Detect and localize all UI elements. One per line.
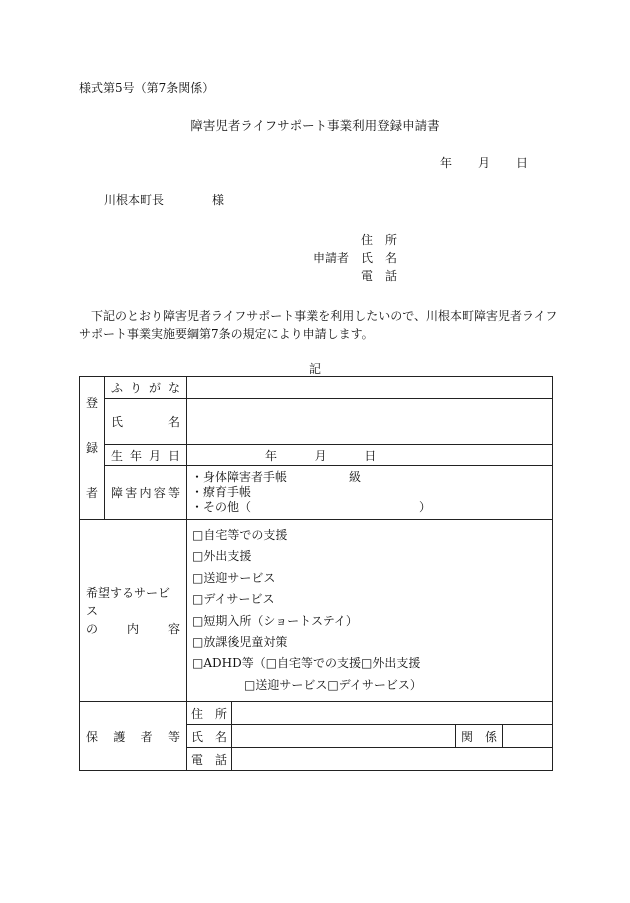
guardian-label: 保 護 者 等 xyxy=(80,702,187,771)
registrant-name-field[interactable] xyxy=(187,399,553,445)
disability-field[interactable] xyxy=(187,466,553,520)
service-adhd[interactable]: □ADHD等（□自宅等での支援□外出支援 xyxy=(192,656,421,671)
service-short-stay[interactable]: □短期入所（ショートステイ） xyxy=(192,613,358,628)
applicant-name-label: 氏 名 xyxy=(361,251,398,265)
furigana-field[interactable] xyxy=(187,377,553,399)
addressee xyxy=(104,193,224,207)
addressee-honorific: 様 xyxy=(212,193,225,207)
guardian-phone-label: 電 話 xyxy=(187,748,232,771)
disability-option-physical: ・身体障害者手帳 xyxy=(191,470,288,484)
ki-heading: 記 xyxy=(308,362,321,376)
date-month-label: 月 xyxy=(477,156,490,170)
form-title: 障害児者ライフサポート事業利用登録申請書 xyxy=(190,118,440,133)
guardian-name-field[interactable] xyxy=(232,725,456,748)
service-adhd-continued[interactable]: □送迎サービス□デイサービス） xyxy=(244,677,422,692)
dob-day: 日 xyxy=(364,448,377,463)
guardian-relation-label: 関 係 xyxy=(456,725,503,748)
service-after-school[interactable]: □放課後児童対策 xyxy=(192,634,288,649)
service-transport[interactable]: □送迎サービス xyxy=(192,570,276,585)
grade-label: 級 xyxy=(349,470,362,484)
registrant-vertical-label: 登 録 者 xyxy=(80,377,105,520)
applicant-block xyxy=(313,231,397,285)
guardian-address-label: 住 所 xyxy=(187,702,232,725)
addressee-name: 川根本町長 xyxy=(104,193,165,207)
guardian-address-field[interactable] xyxy=(232,702,553,725)
disability-label: 障 害 内 容 等 xyxy=(105,466,187,520)
applicant-role: 申請者 xyxy=(313,251,350,265)
service-home-support[interactable]: □自宅等での支援 xyxy=(192,527,288,542)
dob-label: 生 年 月 日 xyxy=(105,445,187,466)
guardian-name-label: 氏 名 xyxy=(187,725,232,748)
dob-month: 月 xyxy=(314,448,327,463)
registrant-name-label: 氏 名 xyxy=(105,399,187,445)
disability-option-ryoiku: ・療育手帳 xyxy=(191,485,252,499)
services-label: 希望するサービス の 内 容 xyxy=(80,520,187,702)
service-outing-support[interactable]: □外出支援 xyxy=(192,549,252,564)
form-number: 様式第5号（第7条関係） xyxy=(79,81,215,95)
applicant-address-label: 住 所 xyxy=(361,233,398,247)
date-year-label: 年 xyxy=(440,156,453,170)
furigana-label: ふ り が な xyxy=(105,377,187,399)
guardian-relation-field[interactable] xyxy=(503,725,553,748)
dob-year: 年 xyxy=(265,448,278,463)
services-field xyxy=(187,520,553,702)
application-date xyxy=(440,156,528,170)
service-day-service[interactable]: □デイサービス xyxy=(192,592,275,607)
body-text: 下記のとおり障害児者ライフサポート事業を利用したいので、川根本町障害児者ライフサポート事業実施要綱第7条の規定により申請します。 xyxy=(79,309,558,341)
other-close: ） xyxy=(419,500,432,514)
applicant-phone-label: 電 話 xyxy=(361,269,398,283)
application-table xyxy=(79,376,553,771)
guardian-phone-field[interactable] xyxy=(232,748,553,771)
dob-field[interactable] xyxy=(187,445,553,466)
disability-option-other: ・その他（ xyxy=(191,500,252,514)
date-day-label: 日 xyxy=(515,156,528,170)
